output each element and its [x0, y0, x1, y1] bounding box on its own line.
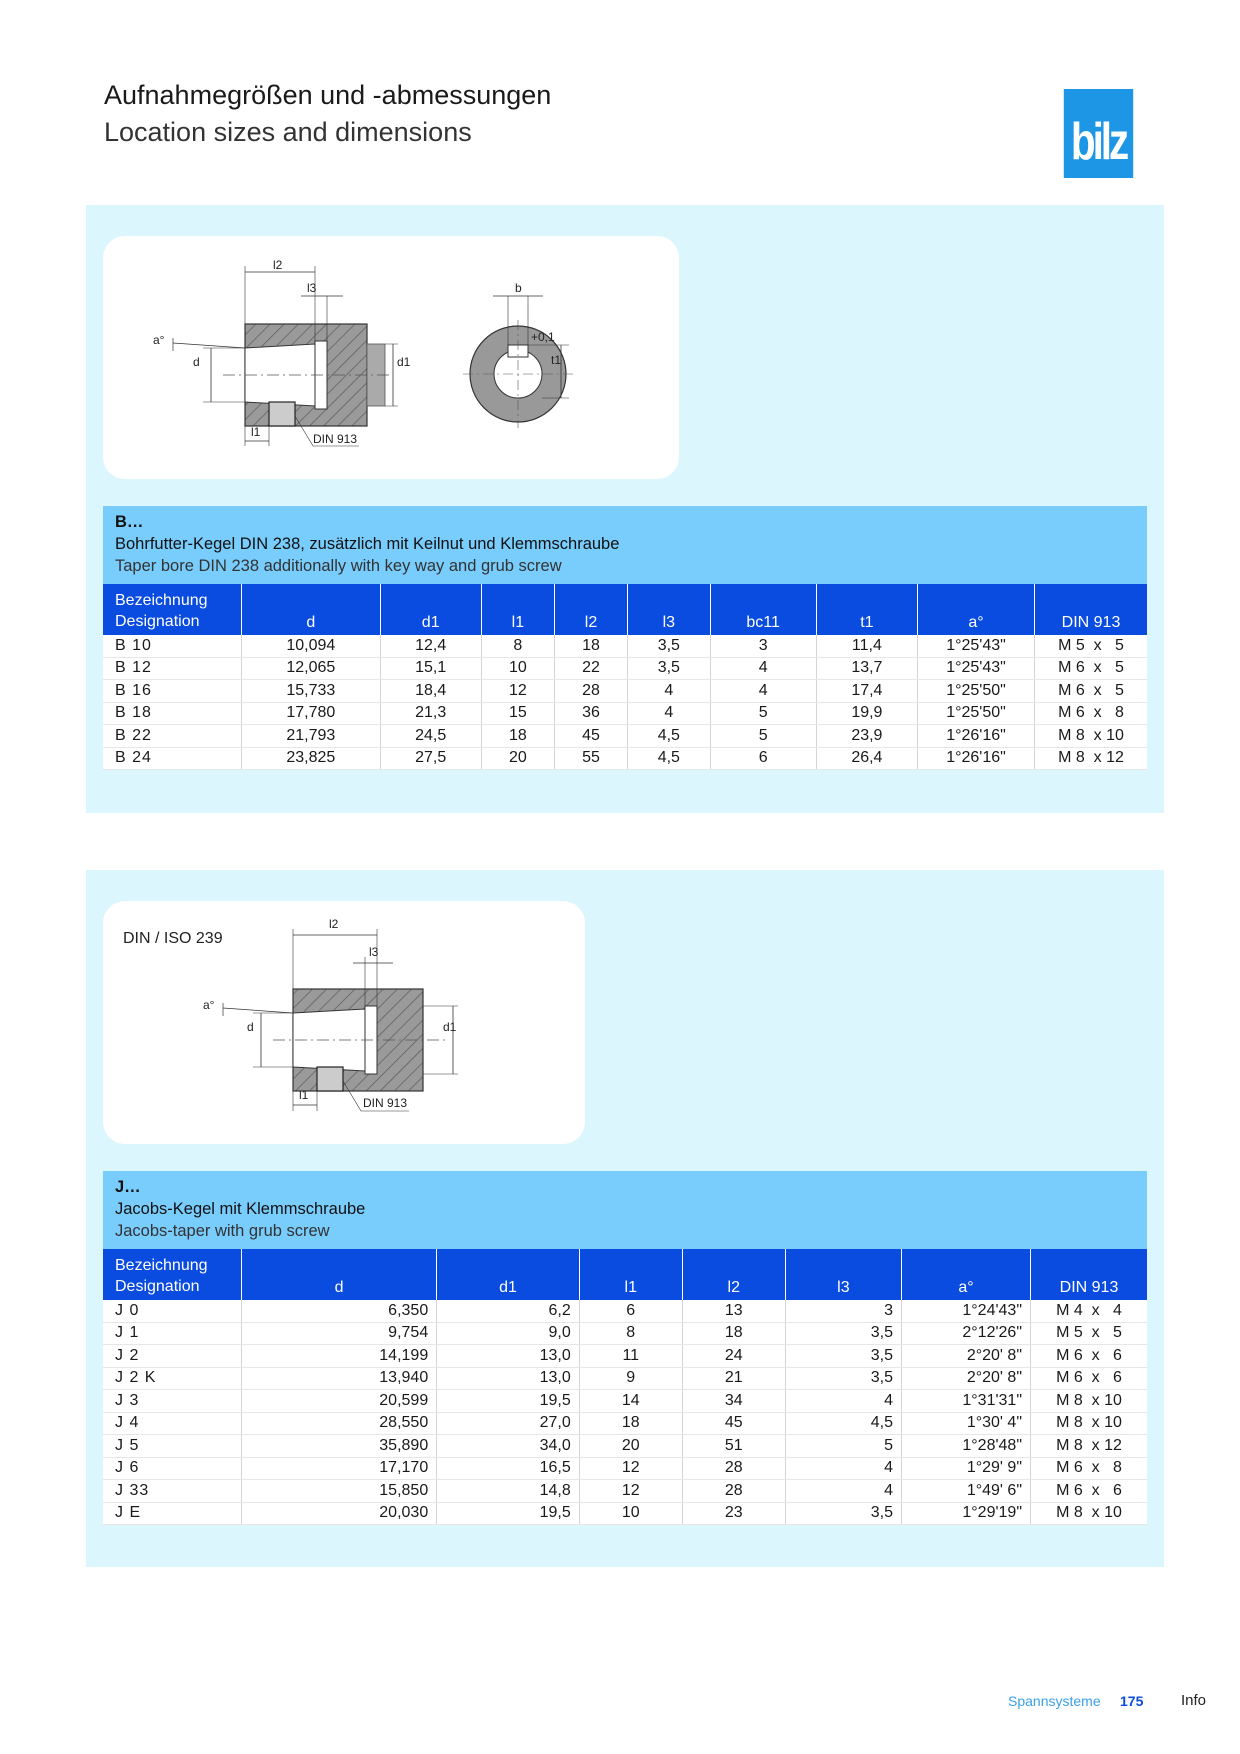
b-din913-label: DIN 913 — [313, 432, 358, 446]
table-row: J 3 20,599 19,5 14 34 4 1°31'31" M 8 x 10 — [103, 1390, 1147, 1413]
j-l3-label: l3 — [369, 945, 379, 959]
col-t1: t1 — [816, 584, 917, 635]
section-b-desc-en: Taper bore DIN 238 additionally with key way and grub screw — [115, 557, 562, 575]
col-l1: l1 — [579, 1249, 682, 1300]
j-d-label: d — [247, 1020, 254, 1034]
col-l3: l3 — [628, 584, 711, 635]
j-standard-label: DIN / ISO 239 — [123, 930, 223, 947]
b-t1-label: t1 — [551, 353, 562, 367]
bilz-logo: bilz — [1064, 89, 1133, 178]
col-a: a° — [918, 584, 1035, 635]
section-j-code: J… — [115, 1178, 141, 1196]
col-din913: DIN 913 — [1031, 1249, 1148, 1300]
section-b-panel — [86, 205, 1164, 813]
section-j-desc-de: Jacobs-Kegel mit Klemmschraube — [115, 1200, 366, 1218]
b-a-label: a° — [153, 333, 165, 347]
b-d1-label: d1 — [397, 355, 411, 369]
j-a-label: a° — [203, 998, 215, 1012]
b-l2-label: l2 — [273, 258, 283, 272]
section-b-drawing — [103, 236, 679, 479]
col-a: a° — [902, 1249, 1031, 1300]
table-row: J E 20,030 19,5 10 23 3,5 1°29'19" M 8 x 10 — [103, 1502, 1147, 1525]
table-row: J 5 35,890 34,0 20 51 5 1°28'48" M 8 x 12 — [103, 1435, 1147, 1458]
table-row: B 12 12,065 15,1 10 22 3,5 4 13,7 1°25'43" M 6 x 5 — [103, 657, 1147, 680]
table-row: B 10 10,094 12,4 8 18 3,5 3 11,4 1°25'43" M 5 x 5 — [103, 635, 1147, 657]
col-designation: Bezeichnung Designation — [103, 584, 242, 635]
page-title-de: Aufnahmegrößen und -abmessungen — [104, 80, 552, 110]
col-d: d — [242, 1249, 437, 1300]
col-l1: l1 — [481, 584, 554, 635]
section-b-code: B… — [115, 513, 144, 531]
col-d: d — [242, 584, 381, 635]
j-l2-label: l2 — [329, 917, 339, 931]
section-j-panel — [86, 870, 1164, 1567]
b-l1-label: l1 — [251, 425, 261, 439]
j-l1-label: l1 — [299, 1088, 309, 1102]
col-l2: l2 — [682, 1249, 785, 1300]
footer-info-link[interactable]: Info — [1181, 1692, 1207, 1709]
section-b-table — [103, 584, 1147, 770]
col-l2: l2 — [554, 584, 627, 635]
col-bc11: bc11 — [710, 584, 816, 635]
table-row: J 4 28,550 27,0 18 45 4,5 1°30' 4" M 8 x 10 — [103, 1412, 1147, 1435]
table-row: B 16 15,733 18,4 12 28 4 4 17,4 1°25'50" M 6 x 5 — [103, 680, 1147, 703]
b-d-label: d — [193, 355, 200, 369]
footer-section-label: Spannsysteme — [1008, 1693, 1101, 1709]
table-row: J 1 9,754 9,0 8 18 3,5 2°12'26" M 5 x 5 — [103, 1322, 1147, 1345]
col-din913: DIN 913 — [1035, 584, 1148, 635]
col-d1: d1 — [380, 584, 481, 635]
table-row: J 0 6,350 6,2 6 13 3 1°24'43" M 4 x 4 — [103, 1300, 1147, 1322]
footer-page-number: 175 — [1120, 1693, 1144, 1709]
section-j-table — [103, 1249, 1147, 1525]
table-row: J 2 14,199 13,0 11 24 3,5 2°20' 8" M 6 x 6 — [103, 1345, 1147, 1368]
b-l3-label: l3 — [307, 281, 317, 295]
b-b-label: b — [515, 281, 522, 295]
col-designation: Bezeichnung Designation — [103, 1249, 242, 1300]
col-l3: l3 — [785, 1249, 901, 1300]
section-j-desc-en: Jacobs-taper with grub screw — [115, 1222, 330, 1240]
table-row: J 2 K 13,940 13,0 9 21 3,5 2°20' 8" M 6 x 6 — [103, 1367, 1147, 1390]
table-row: J 33 15,850 14,8 12 28 4 1°49' 6" M 6 x 6 — [103, 1480, 1147, 1503]
col-d1: d1 — [437, 1249, 580, 1300]
table-row: B 24 23,825 27,5 20 55 4,5 6 26,4 1°26'16" M 8 x 12 — [103, 747, 1147, 770]
b-tol-label: +0,1 — [531, 330, 555, 344]
table-row: J 6 17,170 16,5 12 28 4 1°29' 9" M 6 x 8 — [103, 1457, 1147, 1480]
section-b-desc-de: Bohrfutter-Kegel DIN 238, zusätzlich mit Keilnut und Klemmschraube — [115, 535, 620, 553]
table-row: B 22 21,793 24,5 18 45 4,5 5 23,9 1°26'16" M 8 x 10 — [103, 725, 1147, 748]
j-din913-label: DIN 913 — [363, 1096, 408, 1110]
table-row: B 18 17,780 21,3 15 36 4 5 19,9 1°25'50" M 6 x 8 — [103, 702, 1147, 725]
j-d1-label: d1 — [443, 1020, 457, 1034]
section-j-drawing — [103, 901, 585, 1144]
page-title-en: Location sizes and dimensions — [104, 117, 472, 147]
section-j-band — [103, 1171, 1147, 1249]
section-b-band — [103, 506, 1147, 584]
